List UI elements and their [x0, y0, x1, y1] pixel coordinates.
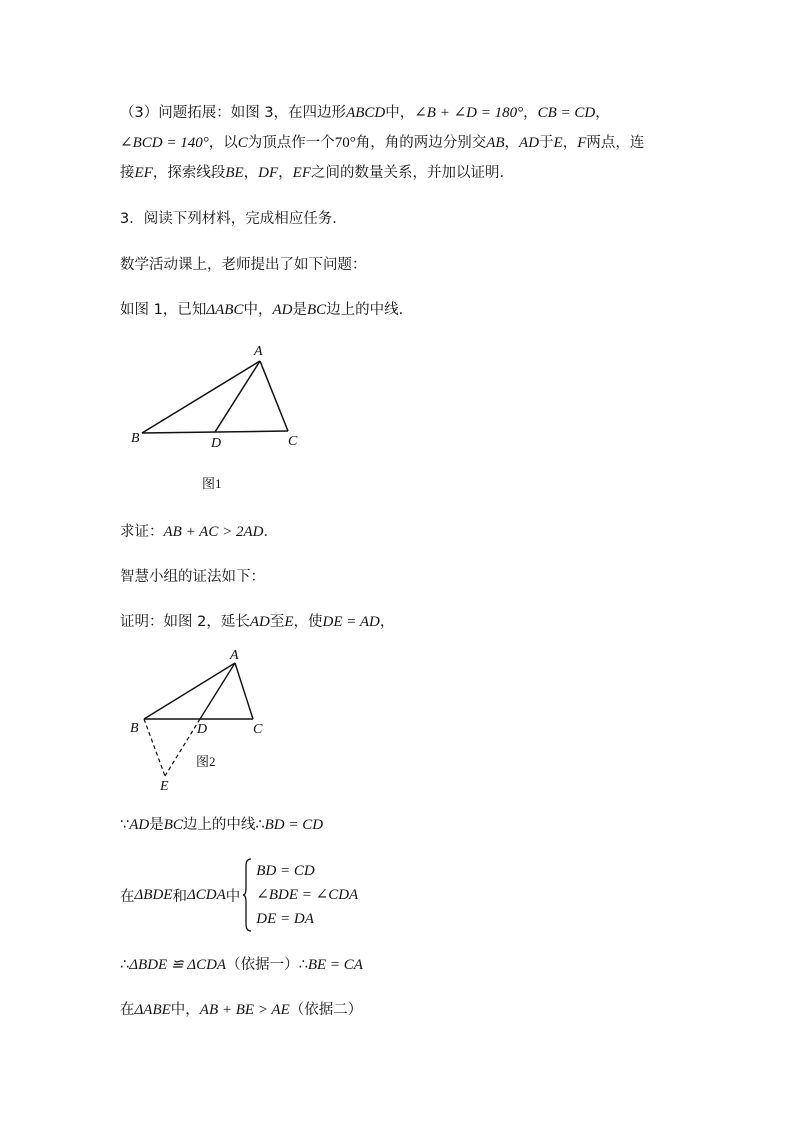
math: EF [292, 165, 311, 181]
figure-2-caption: 图2 [196, 754, 216, 769]
math: BE = CA [307, 957, 363, 973]
text: 和 [172, 888, 187, 905]
math: ∠BCD = 140° [120, 135, 209, 151]
math: E [553, 135, 563, 151]
segment-ac [235, 663, 253, 719]
text: 接 [120, 165, 135, 181]
math: ∠B + ∠D = 180° [414, 105, 524, 121]
proof-start [120, 612, 394, 632]
text: ， [379, 614, 395, 630]
label-c: C [288, 434, 298, 449]
text: ， [523, 105, 538, 121]
text: 中， [170, 1002, 200, 1018]
math: AB + BE > AE [199, 1002, 290, 1018]
text: 证明：如图 2，延长 [120, 614, 250, 630]
math: CB = CD [537, 105, 596, 121]
text: 中 [225, 888, 241, 905]
text: 角，角的两边分别交 [355, 135, 487, 151]
segment-ac [260, 361, 288, 431]
math: AD [519, 135, 540, 151]
question-3-intro: 数学活动课上，老师提出了如下问题： [120, 257, 367, 273]
math: BE [225, 165, 244, 181]
math: AB + AC > 2AD [163, 524, 264, 540]
text: （依据一）∴ [226, 957, 308, 973]
text: 求证： [120, 524, 164, 540]
segment-ad [215, 361, 260, 432]
math: DE = AD [322, 614, 380, 630]
left-brace [242, 858, 252, 932]
figure-2 [120, 645, 280, 795]
text: 两点，连 [586, 135, 645, 151]
condition-row: BD = CD [256, 863, 315, 879]
text: ，以 [208, 135, 238, 151]
segment-de-dashed [165, 719, 200, 776]
text: 如图 1，已知 [120, 302, 207, 318]
math: AD [249, 614, 270, 630]
text: 边上的中线． [326, 302, 414, 318]
prove-statement [120, 522, 278, 542]
math: AD [129, 817, 150, 833]
label-d: D [211, 436, 222, 451]
math: E [284, 614, 294, 630]
math: ΔBDE [134, 886, 173, 903]
segment-ad [200, 663, 235, 719]
method-intro: 智慧小组的证法如下： [120, 569, 265, 585]
congruence-conclusion [120, 955, 363, 975]
text: ，使 [293, 614, 323, 630]
condition-row: ∠BDE = ∠CDA [256, 887, 359, 903]
congruence-conditions [120, 858, 358, 932]
given-statement [120, 300, 413, 320]
math: DF [258, 165, 279, 181]
because-symbol: ∵ [120, 817, 130, 833]
math: ΔCDA [186, 886, 226, 903]
segment-ab [142, 361, 260, 433]
segment-be-dashed [144, 719, 165, 776]
label-b: B [131, 431, 140, 446]
figure-1-caption: 图1 [202, 476, 222, 491]
math: F [577, 135, 587, 151]
label-a: A [254, 344, 263, 359]
label-b: B [130, 721, 139, 736]
math: BC [163, 817, 183, 833]
text: 中， [243, 302, 273, 318]
math: ΔABC [206, 302, 244, 318]
label-a: A [230, 648, 239, 663]
math: ΔABE [134, 1002, 171, 1018]
text: 为顶点作一个 [247, 135, 335, 151]
text: 在 [120, 888, 135, 905]
label-d: D [197, 722, 208, 737]
condition-row: DE = DA [256, 911, 314, 927]
text: 边上的中线∴ [182, 817, 265, 833]
text: 于 [539, 135, 554, 151]
median-reason [120, 815, 323, 835]
math: ΔBDE ≌ ΔCDA [129, 957, 227, 973]
label-c: C [253, 722, 263, 737]
text: 之间的数量关系，并加以证明. [310, 165, 505, 181]
triangle-inequality [120, 1000, 362, 1020]
text: 是 [292, 302, 307, 318]
part3-line-2 [120, 133, 644, 153]
text: ． [263, 524, 278, 540]
text: ， [504, 135, 520, 151]
math: ABCD [346, 105, 386, 121]
math: 70° [334, 135, 356, 151]
segment-ab [144, 663, 235, 719]
part3-line-1 [120, 103, 610, 123]
label-e: E [160, 779, 169, 794]
text: 在 [120, 1002, 135, 1018]
math: EF [134, 165, 153, 181]
text: ，探索线段 [152, 165, 226, 181]
figure-1 [120, 335, 340, 495]
part3-line-3 [120, 163, 504, 183]
text: ， [595, 105, 610, 121]
text: 至 [269, 614, 285, 630]
math: BC [306, 302, 327, 318]
therefore-symbol: ∴ [120, 957, 130, 973]
text: 是 [149, 817, 164, 833]
math: C [237, 135, 248, 151]
text: ， [562, 135, 578, 151]
text: （依据二） [289, 1002, 363, 1018]
math: AB [486, 135, 505, 151]
text: 中， [385, 105, 415, 121]
text: （3）问题拓展：如图 3，在四边形 [120, 105, 347, 121]
math: BD = CD [264, 817, 324, 833]
text: ， [278, 165, 293, 181]
math: AD [272, 302, 293, 318]
text: ， [243, 165, 259, 181]
question-3-title: 3．阅读下列材料，完成相应任务． [120, 211, 347, 227]
condition-rows [252, 860, 358, 930]
